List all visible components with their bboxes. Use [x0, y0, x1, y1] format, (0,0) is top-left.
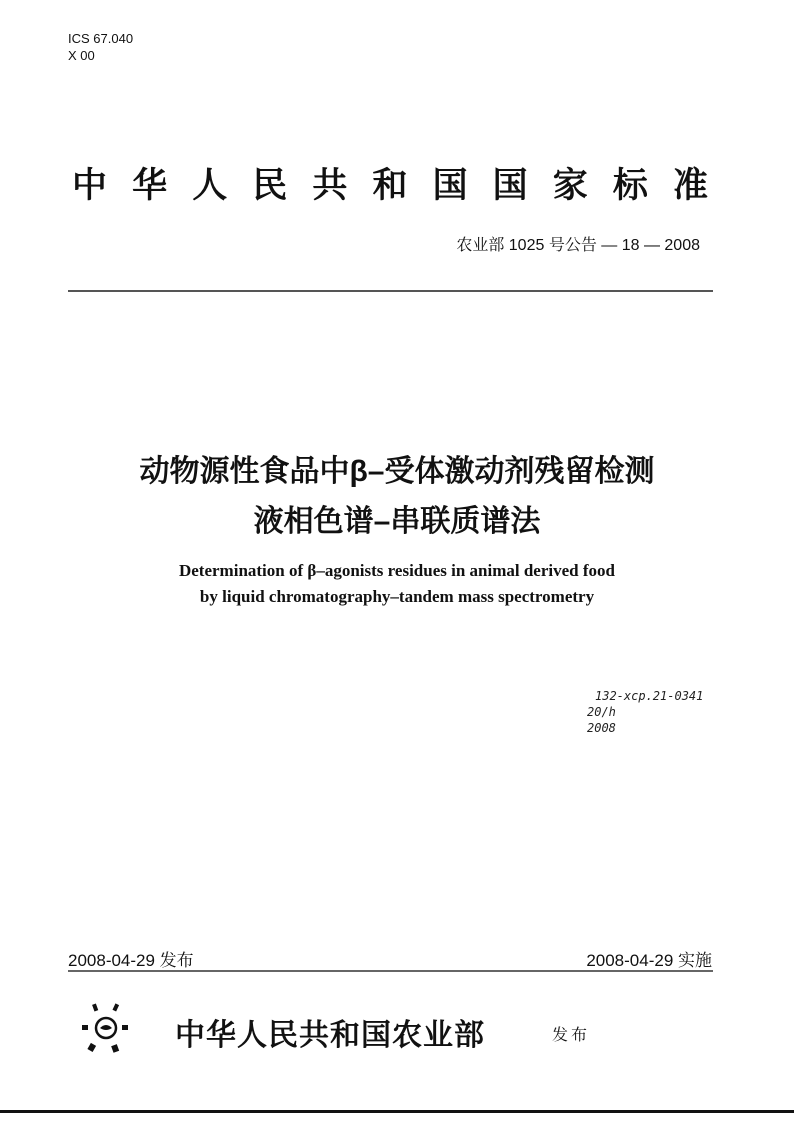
title-char: 准	[672, 166, 708, 205]
bottom-border	[0, 1110, 794, 1113]
ministry-logo-icon	[80, 1000, 130, 1056]
issuer-name: 中华人民共和国农业部	[175, 1019, 485, 1052]
title-char: 共	[312, 166, 348, 205]
handwritten-note	[587, 688, 704, 736]
title-char: 人	[192, 166, 228, 205]
title-char: 标	[612, 166, 648, 205]
ics-code: ICS 67.040	[68, 31, 134, 46]
issue-label: 发布	[552, 1027, 591, 1044]
title-char: 国	[432, 166, 468, 205]
title-char: 家	[552, 166, 588, 205]
issue-date: 2008-04-29 发布	[68, 951, 194, 970]
title-char: 和	[372, 166, 408, 205]
note-line: 20/h	[587, 705, 616, 719]
title-char: 国	[492, 166, 528, 205]
divider	[68, 970, 713, 972]
title-char: 民	[252, 166, 288, 205]
note-line: 132-xcp.21-0341	[595, 689, 704, 703]
divider	[68, 290, 713, 292]
standard-title	[72, 158, 708, 208]
standard-code: 农业部 1025 号公告 — 18 — 2008	[456, 237, 700, 254]
note-line: 2008	[587, 721, 616, 735]
ccs-code: X 00	[68, 48, 95, 63]
title-cn-line1: 动物源性食品中β–受体激动剂残留检测	[139, 455, 655, 488]
classification-codes	[68, 30, 133, 64]
title-en-line1: Determination of β–agonists residues in animal derived food	[178, 561, 615, 580]
title-en-line2: by liquid chromatography–tandem mass spectrometry	[199, 587, 595, 606]
title-char: 中	[72, 166, 108, 205]
title-char: 华	[132, 166, 168, 205]
implement-date: 2008-04-29 实施	[586, 951, 712, 970]
title-cn-line2: 液相色谱–串联质谱法	[253, 505, 541, 538]
